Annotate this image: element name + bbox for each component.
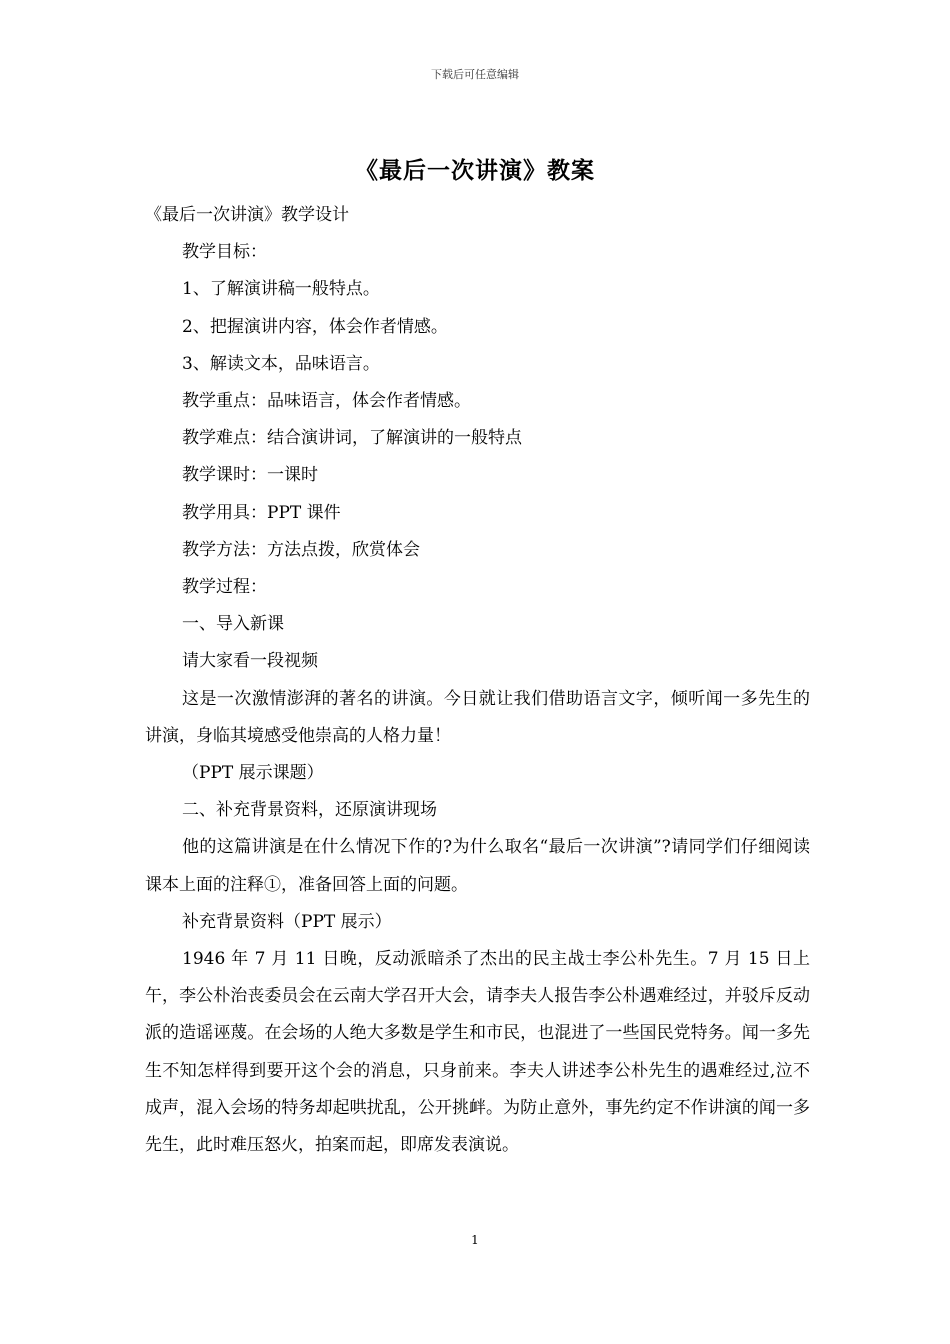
paragraph: 教学方法：方法点拨，欣赏体会 <box>182 539 420 560</box>
paragraph: 1946 年 7 月 11 日晚，反动派暗杀了杰出的民主战士李公朴先生。7 月 15 日上午，李公朴治丧委员会在云南大学召开大会，请李夫人报告李公朴遇难经过，并驳斥反动派的造谣诬蔑。在会场的人绝大多数是学生和市民，也混进了一些国民党特务。闻一多先生不知怎样得到要开这个会的消息，只身前来。李夫人讲述李公朴先生的遇难经过,泣不成声，混入会场的特务却起哄扰乱，公开挑衅。为防止意外，事先约定不作讲演的闻一多先生，此时难压怒火，拍案而起，即席发表演说。 <box>145 949 810 1156</box>
paragraph: 1、了解演讲稿一般特点。 <box>182 279 380 300</box>
paragraph: 教学用具：PPT 课件 <box>182 502 341 523</box>
page-header: 下载后可任意编辑 <box>431 68 519 81</box>
paragraph: 他的这篇讲演是在什么情况下作的?为什么取名“最后一次讲演”?请同学们仔细阅读课本上面的注释①，准备回答上面的问题。 <box>145 837 810 895</box>
paragraph: 教学过程： <box>182 577 267 598</box>
paragraph: 教学目标： <box>182 242 267 263</box>
paragraph: 这是一次激情澎湃的著名的讲演。今日就让我们借助语言文字，倾听闻一多先生的讲演，身临其境感受他崇高的人格力量！ <box>145 688 810 746</box>
paragraph: 请大家看一段视频 <box>182 651 318 672</box>
paragraph: 教学课时：一课时 <box>182 465 318 486</box>
paragraph: 教学重点：品味语言，体会作者情感。 <box>182 391 471 412</box>
document-title: 《最后一次讲演》教案 <box>355 157 595 184</box>
paragraph: 3、解读文本，品味语言。 <box>182 353 380 374</box>
section-heading: 二、补充背景资料，还原演讲现场 <box>182 800 437 821</box>
section-heading: 一、导入新课 <box>182 614 284 635</box>
document-body <box>145 197 810 1164</box>
paragraph: 补充背景资料（PPT 展示） <box>182 911 392 932</box>
subtitle-line: 《最后一次讲演》教学设计 <box>145 205 349 225</box>
paragraph: 教学难点：结合演讲词，了解演讲的一般特点 <box>182 428 522 449</box>
paragraph: 2、把握演讲内容，体会作者情感。 <box>182 316 448 337</box>
page-number: 1 <box>471 1233 479 1247</box>
paragraph: （PPT 展示课题） <box>182 763 324 784</box>
